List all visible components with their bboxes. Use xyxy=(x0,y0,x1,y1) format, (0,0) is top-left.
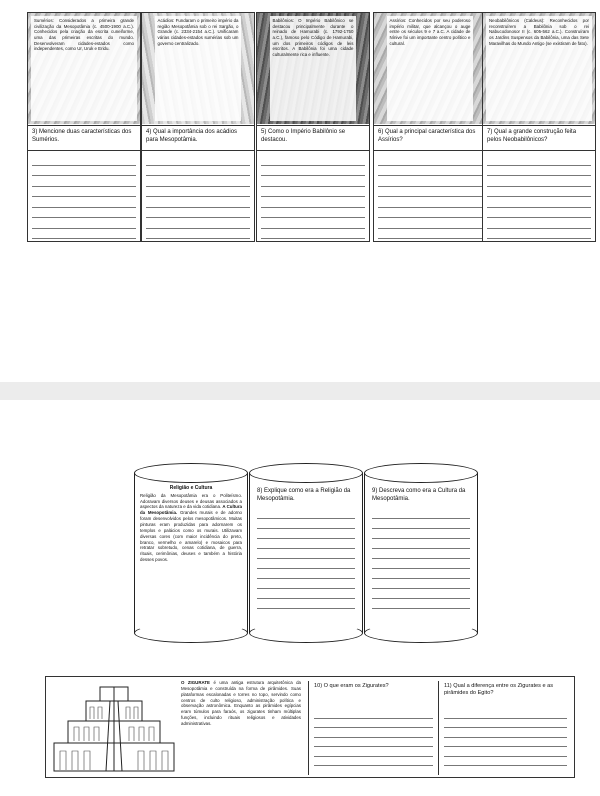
ziggurat-paragraph: é uma antiga estrutura arquitetônica da Mesopotâmia e construída na forma de pirâmides. Suas plataformas escalonadas e torres no topo, servindo como centros de culto religioso, administração política e observação astronômica. Enquanto as pirâmides egípcias eram túmulos para faraós, os zigurates tinham múltiplas funções, incluindo rituais religiosos e atividades administrativas. xyxy=(181,680,301,727)
question-7: 7) Qual a grande construção feita pelos Neobabilônicos? xyxy=(483,125,595,151)
card-assyrians xyxy=(373,12,487,242)
card-info-text: Sumérios: Considerados a primeira grande civilização da Mesopotâmia (c. 4500-1900 a.C.). Conhecidos pela criação da escrita cuneiforme, uma das primeiras escritas do mundo. Desenvolveram cidades-estados como independentes, como Ur, Uruk e Eridu. xyxy=(31,16,137,121)
scroll-religion-culture xyxy=(134,463,248,643)
culture-paragraph: Grandes murais e de adorno foram desenvolvidos pelos mesopotâmicos. Muitas pinturas eram produzidas para adornarem os templos e palácios como os murais. Utilizavam diversas cores (com maior incidência do preto, branco, vermelho e amarelo) e mosaicos para retratar sobretudo, cenas cotidiana, de guerra, rituais, cerimônias, deuses e também a história desses povos. xyxy=(140,510,242,563)
ziggurat-section xyxy=(45,676,575,778)
question-6: 6) Qual a principal característica dos Assírios? xyxy=(374,125,486,151)
card-image-background xyxy=(28,13,140,124)
card-image-background xyxy=(142,13,254,124)
culture-heading: A Cultura da Mesopotâmia. xyxy=(140,504,242,516)
question-10-block xyxy=(308,681,438,775)
ziggurat-text xyxy=(181,680,301,776)
card-neobabylonians xyxy=(482,12,596,242)
card-babylonians xyxy=(256,12,370,242)
religion-culture-title: Religião e Cultura xyxy=(169,485,213,491)
question-11: 11) Qual a diferença entre os Zigurates e as pirâmides do Egito? xyxy=(444,683,554,697)
card-image-background xyxy=(483,13,595,124)
scroll-top-cap xyxy=(134,463,248,483)
card-akkadians xyxy=(141,12,255,242)
card-info-text: Assírios: Conhecidos por seu poderoso império militar, que alcançou o auge entre os séculos 9 e 7 a.C. A cidade de Nínive foi um importante centro político e cultural. xyxy=(387,16,474,121)
answer-lines[interactable] xyxy=(32,155,136,239)
religion-culture-text xyxy=(140,485,242,629)
card-info-text: Neobabilônicos (Caldeus): Reconhecidos por reconstruírem a Babilônia sob o rei Nabucodonosor II (c. 605-562 a.C.). Construíram os Jardins Suspensos da Babilônia, uma das Sete Maravilhas do Mundo Antigo (se existiram de fato). xyxy=(486,16,592,121)
card-image-background xyxy=(257,13,369,124)
answer-lines[interactable] xyxy=(257,509,355,609)
religion-paragraph: Religião da Mesopotâmia era o Politeísmo. Adoravam diversos deuses e deusas associados a aspectos da natureza e da vida cotidiana. xyxy=(140,492,242,510)
question-3: 3) Mencione duas características dos Sumérios. xyxy=(28,125,140,151)
scroll-question-9 xyxy=(364,463,478,643)
scroll-top-cap xyxy=(364,463,478,483)
card-info-text: Acádios: Fundaram o primeiro império da região Mesopotâmia sob o rei Sargão, o Grande (c. 2334-2154 a.C.). Unificaram várias cidades-estados sumérias sob um governo centralizado. xyxy=(155,16,242,121)
ziggurat-illustration xyxy=(50,681,178,775)
worksheet-page-1 xyxy=(0,0,600,382)
question-9: 9) Descreva como era a Cultura da Mesopotâmia. xyxy=(372,488,466,502)
answer-lines[interactable] xyxy=(444,709,567,766)
question-10: 10) O que eram os Zigurates? xyxy=(314,683,389,689)
question-5: 5) Como o Império Babilônio se destacou. xyxy=(257,125,369,151)
answer-lines[interactable] xyxy=(378,155,482,239)
scroll-bottom-cap xyxy=(364,623,478,643)
card-image-background xyxy=(374,13,486,124)
scroll-bottom-cap xyxy=(249,623,363,643)
scroll-question-8 xyxy=(249,463,363,643)
question-8: 8) Explique como era a Religião da Mesopotâmia. xyxy=(257,488,351,502)
answer-lines[interactable] xyxy=(314,709,433,766)
scroll-top-cap xyxy=(249,463,363,483)
question-11-block xyxy=(438,681,572,775)
card-sumerians xyxy=(27,12,141,242)
ziggurat-heading: O ZIGURATE xyxy=(181,680,210,685)
answer-lines[interactable] xyxy=(146,155,250,239)
answer-lines[interactable] xyxy=(261,155,365,239)
card-info-text: Babilônios: O Império Babilônico se destacou principalmente durante o reinado de Hamurabi (c. 1792-1750 a.C.), famoso pelo Código de Hamurabi, um dos primeiros códigos de leis escritos. A Babilônia foi uma cidade culturalmente rica e influente. xyxy=(270,16,357,121)
question-4: 4) Qual a importância dos acádios para Mesopotâmia. xyxy=(142,125,254,151)
answer-lines[interactable] xyxy=(372,509,470,609)
answer-lines[interactable] xyxy=(487,155,591,239)
